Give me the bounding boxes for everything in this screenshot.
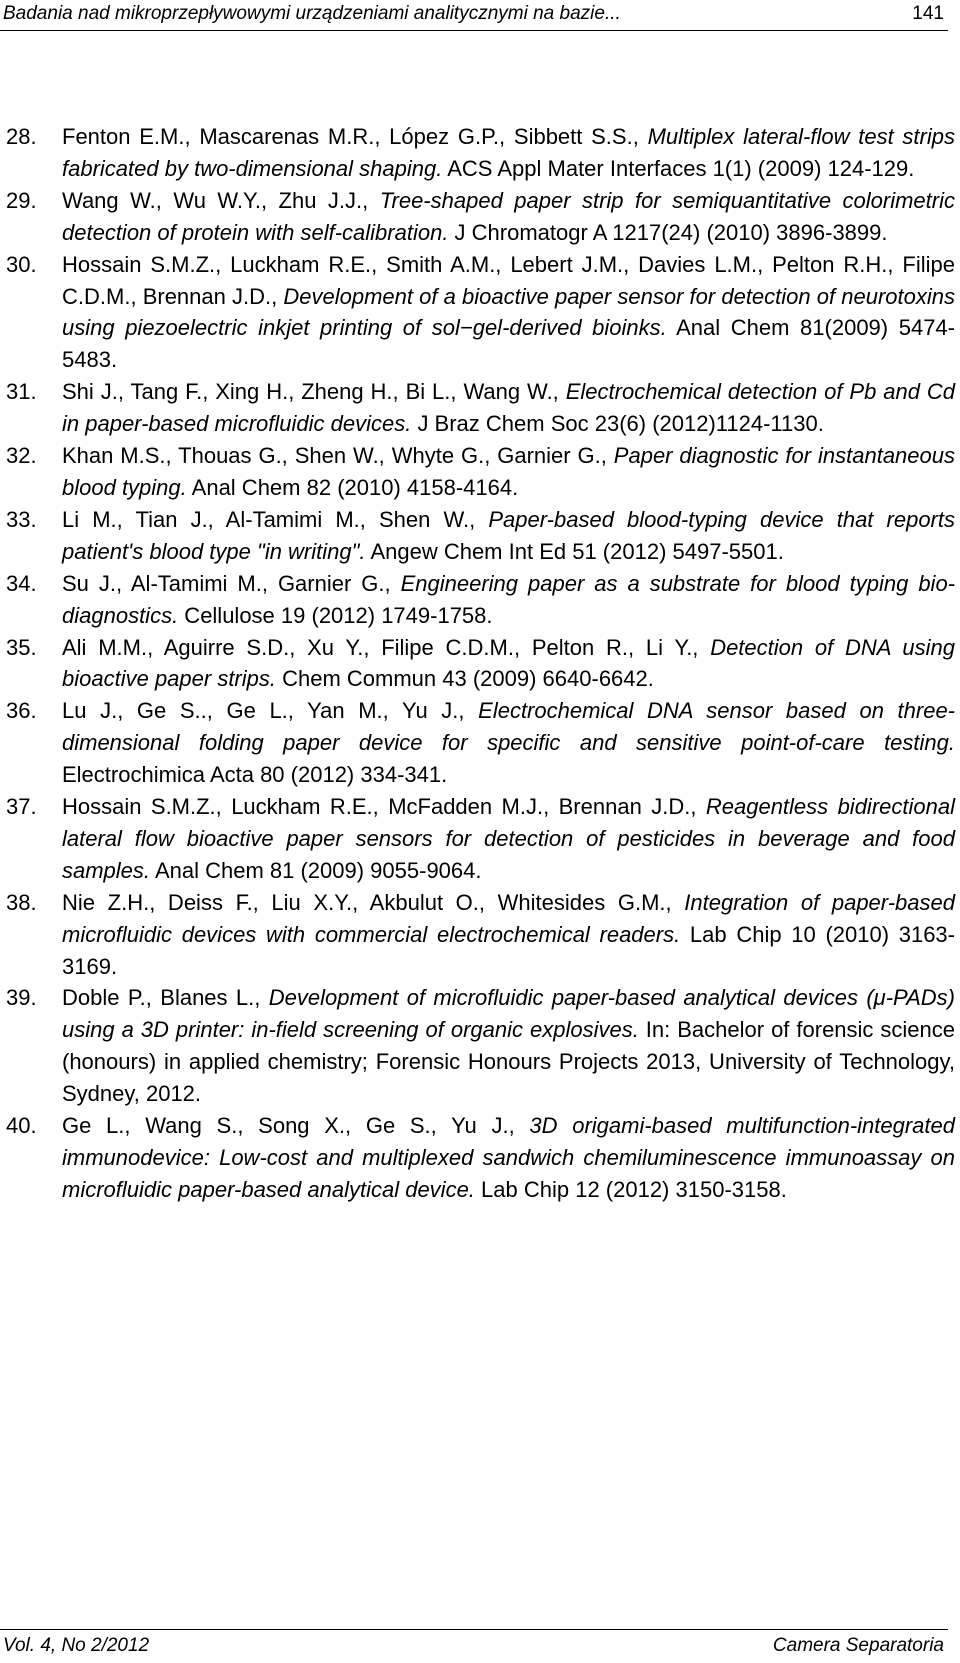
reference-source: Lab Chip 10 (2010) 3163-3169.	[62, 921, 955, 979]
reference-authors: Li M., Tian J., Al-Tamimi M., Shen W.,	[62, 506, 489, 532]
reference-authors: Lu J., Ge S.., Ge L., Yan M., Yu J.,	[62, 698, 479, 724]
reference-text	[62, 440, 955, 504]
page-number: 141	[912, 3, 944, 24]
reference-title: Engineering paper as a substrate for blood typing bio-diagnostics.	[62, 570, 956, 628]
reference-title: Paper-based blood-typing device that reports patient's blood type "in writing".	[62, 506, 955, 564]
reference-number: 38.	[6, 889, 37, 915]
reference-item	[0, 504, 955, 568]
reference-number: 33.	[6, 506, 37, 532]
reference-title: Development of a bioactive paper sensor for detection of neurotoxins using piezoelectric inkjet printing of sol−gel-derived bioinks.	[62, 283, 955, 341]
reference-title: Tree-shaped paper strip for semiquantitative colorimetric detection of protein with self-calibration.	[62, 187, 955, 245]
reference-number: 36.	[6, 698, 37, 724]
reference-number: 40.	[6, 1113, 37, 1139]
reference-item	[0, 376, 955, 440]
reference-authors: Shi J., Tang F., Xing H., Zheng H., Bi L., Wang W.,	[62, 379, 566, 405]
reference-item	[0, 249, 955, 377]
reference-item	[0, 568, 955, 632]
reference-text	[62, 504, 955, 568]
reference-text	[62, 185, 955, 249]
reference-authors: Hossain S.M.Z., Luckham R.E., Smith A.M., Lebert J.M., Davies L.M., Pelton R.H., Filipe C.D.M., Brennan J.D.,	[62, 251, 955, 309]
reference-text	[62, 632, 955, 696]
reference-source: ACS Appl Mater Interfaces 1(1) (2009) 124-129.	[442, 155, 915, 181]
reference-authors: Wang W., Wu W.Y., Zhu J.J.,	[62, 187, 380, 213]
reference-text	[62, 695, 955, 791]
reference-source: Anal Chem 81(2009) 5474-5483.	[62, 315, 955, 373]
reference-title: Electrochemical DNA sensor based on three-dimensional folding paper device for specific and sensitive point-of-care testing.	[62, 698, 956, 756]
reference-source: Chem Commun 43 (2009) 6640-6642.	[276, 666, 654, 692]
reference-text	[62, 791, 955, 887]
reference-item	[0, 440, 955, 504]
reference-item	[0, 982, 955, 1110]
page-footer	[0, 1629, 948, 1662]
running-title: Badania nad mikroprzepływowymi urządzeniami analitycznymi na bazie...	[3, 3, 621, 24]
reference-title: Development of microfluidic paper-based analytical devices (μ-PADs) using a 3D printer: in-field screening of organic explosives.	[62, 985, 955, 1043]
reference-number: 28.	[6, 124, 37, 149]
reference-title: Reagentless bidirectional lateral flow bioactive paper sensors for detection of pesticides in beverage and food samples.	[62, 794, 955, 883]
reference-item	[0, 695, 955, 791]
reference-title: Multiplex lateral-flow test strips fabricated by two-dimensional shaping.	[62, 124, 955, 181]
reference-title: Detection of DNA using bioactive paper strips.	[62, 634, 955, 692]
reference-text	[62, 982, 955, 1110]
reference-authors: Nie Z.H., Deiss F., Liu X.Y., Akbulut O., Whitesides G.M.,	[62, 889, 685, 915]
reference-source: Angew Chem Int Ed 51 (2012) 5497-5501.	[365, 538, 784, 564]
reference-list	[0, 121, 955, 1206]
reference-authors: Hossain S.M.Z., Luckham R.E., McFadden M.J., Brennan J.D.,	[62, 794, 706, 820]
reference-number: 30.	[6, 251, 37, 277]
reference-title: 3D origami-based multifunction-integrated immunodevice: Low-cost and multiplexed sandwich chemiluminescence immunoassay on microfluidic paper-based analytical device.	[62, 1113, 955, 1202]
reference-authors: Su J., Al-Tamimi M., Garnier G.,	[62, 570, 401, 596]
reference-item	[0, 791, 955, 887]
reference-number: 31.	[6, 379, 37, 405]
reference-text	[62, 249, 955, 377]
reference-number: 34.	[6, 570, 37, 596]
reference-authors: Ali M.M., Aguirre S.D., Xu Y., Filipe C.D.M., Pelton R., Li Y.,	[62, 634, 711, 660]
reference-source: J Chromatogr A 1217(24) (2010) 3896-3899.	[448, 219, 888, 245]
reference-text	[62, 1110, 955, 1206]
reference-source: Electrochimica Acta 80 (2012) 334-341.	[62, 762, 448, 788]
reference-authors: Doble P., Blanes L.,	[62, 985, 269, 1011]
reference-title: Electrochemical detection of Pb and Cd in paper-based microfluidic devices.	[62, 379, 955, 437]
reference-source: In: Bachelor of forensic science (honours) in applied chemistry; Forensic Honours Projects 2013, University of Technology, Sydney, 2012.	[62, 1017, 956, 1107]
reference-text	[62, 376, 955, 440]
reference-item	[0, 121, 955, 185]
reference-number: 35.	[6, 634, 37, 660]
journal-volume: Vol. 4, No 2/2012	[3, 1635, 150, 1656]
reference-number: 39.	[6, 985, 37, 1011]
reference-item	[0, 887, 955, 983]
reference-text	[62, 568, 955, 632]
reference-authors: Khan M.S., Thouas G., Shen W., Whyte G., Garnier G.,	[62, 443, 614, 469]
reference-authors: Ge L., Wang S., Song X., Ge S., Yu J.,	[62, 1113, 530, 1139]
reference-number: 29.	[6, 187, 37, 213]
reference-item	[0, 185, 955, 249]
running-header	[0, 0, 948, 31]
reference-source: Lab Chip 12 (2012) 3150-3158.	[474, 1176, 787, 1202]
reference-authors: Fenton E.M., Mascarenas M.R., López G.P., Sibbett S.S.,	[62, 124, 648, 149]
journal-name: Camera Separatoria	[772, 1635, 944, 1656]
reference-text	[62, 121, 955, 185]
reference-item	[0, 632, 955, 696]
reference-source: Cellulose 19 (2012) 1749-1758.	[178, 602, 493, 628]
reference-number: 32.	[6, 443, 37, 469]
reference-source: J Braz Chem Soc 23(6) (2012)1124-1130.	[411, 411, 824, 437]
reference-text	[62, 887, 955, 983]
reference-number: 37.	[6, 794, 37, 820]
reference-title: Paper diagnostic for instantaneous blood typing.	[62, 443, 956, 500]
reference-item	[0, 1110, 955, 1206]
reference-source: Anal Chem 82 (2010) 4158-4164.	[186, 474, 519, 500]
reference-title: Integration of paper-based microfluidic devices with commercial electrochemical readers.	[62, 889, 955, 947]
reference-source: Anal Chem 81 (2009) 9055-9064.	[150, 857, 482, 883]
